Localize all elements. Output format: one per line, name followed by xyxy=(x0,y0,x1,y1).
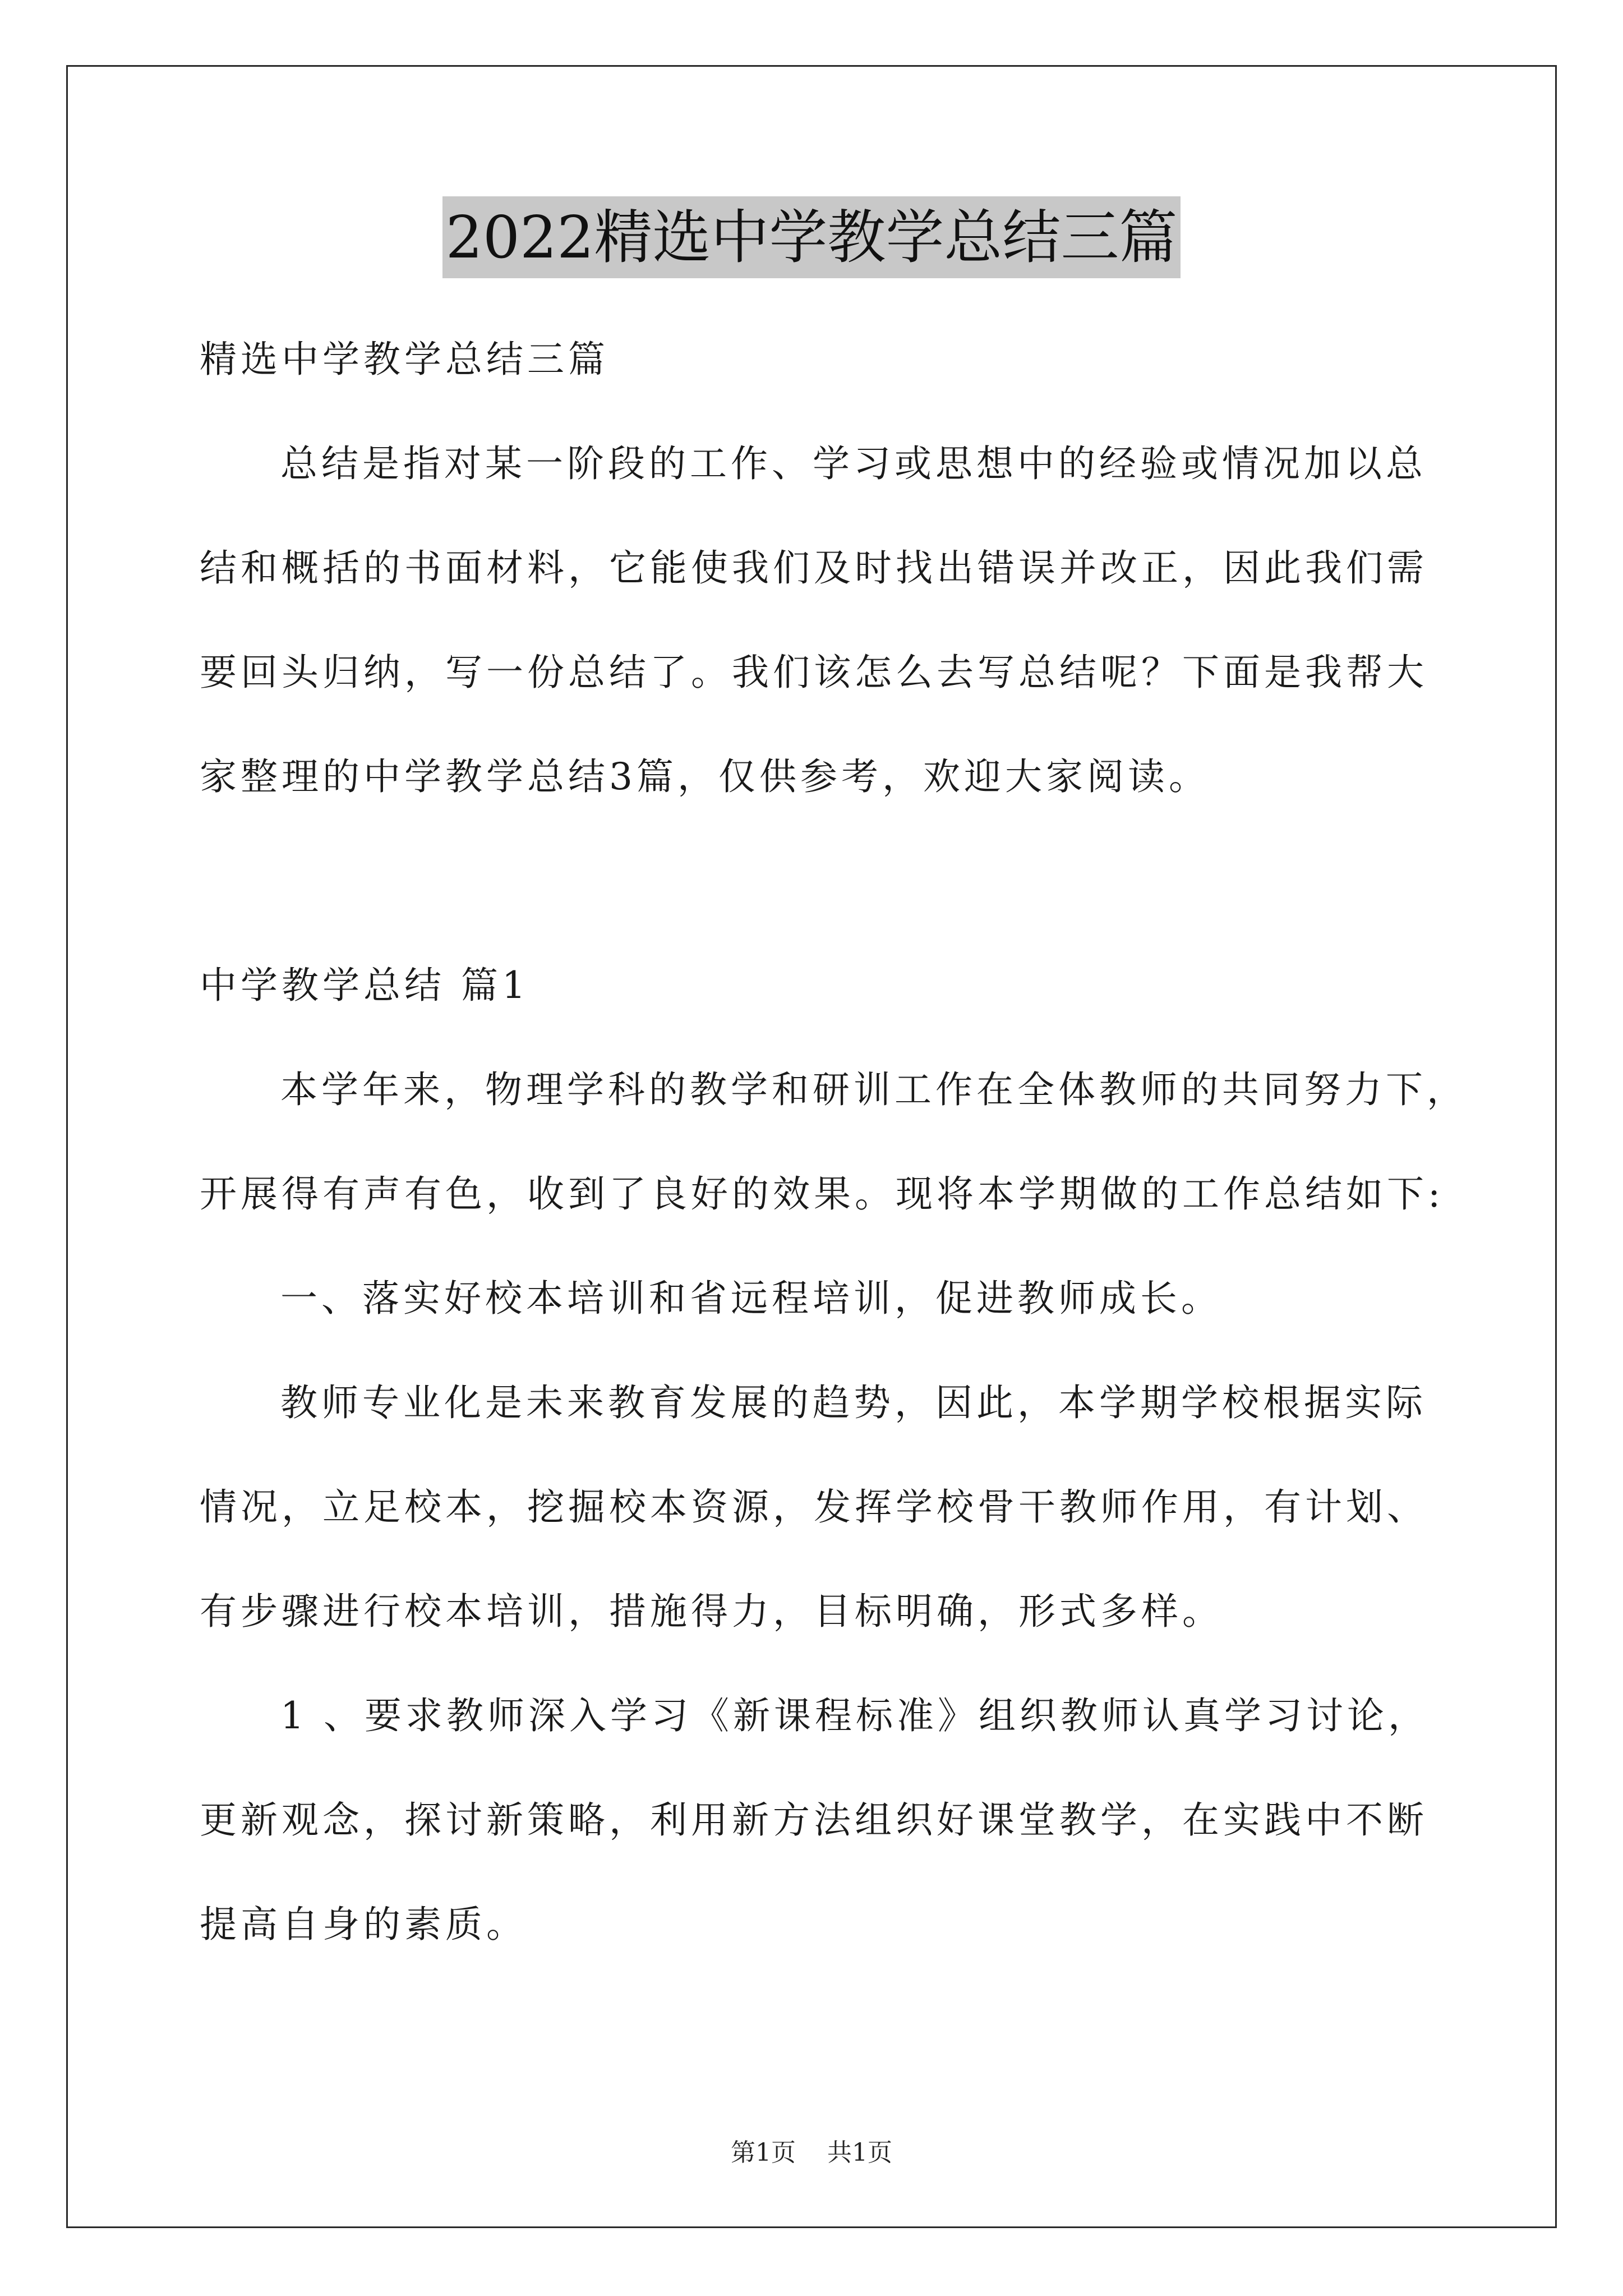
list-item-line: 1 、要求教师深入学习《新课程标准》组织教师认真学习讨论， xyxy=(280,1694,1429,1737)
subtitle-line: 精选中学教学总结三篇 xyxy=(200,338,609,381)
paragraph-line: 更新观念，探讨新策略，利用新方法组织好课堂教学，在实践中不断 xyxy=(200,1798,1428,1842)
section-heading: 中学教学总结 篇1 xyxy=(200,964,529,1007)
page-footer xyxy=(0,2136,1623,2170)
document-body xyxy=(200,307,1468,1977)
page-number-total: 共1页 xyxy=(827,2138,892,2167)
paragraph-line: 情况，立足校本，挖掘校本资源，发挥学校骨干教师作用，有计划、 xyxy=(200,1485,1428,1529)
paragraph-line: 教师专业化是未来教育发展的趋势，因此，本学期学校根据实际 xyxy=(280,1381,1427,1424)
paragraph-line: 有步骤进行校本培训，措施得力，目标明确，形式多样。 xyxy=(200,1590,1223,1633)
intro-paragraph-line: 结和概括的书面材料，它能使我们及时找出错误并改正，因此我们需 xyxy=(200,546,1428,590)
page-number-current: 第1页 xyxy=(731,2138,796,2167)
document-title: 2022精选中学教学总结三篇 xyxy=(442,196,1181,278)
title-container xyxy=(0,196,1623,278)
paragraph-line: 本学年来，物理学科的教学和研训工作在全体教师的共同努力下， xyxy=(280,1068,1468,1111)
subheading-line: 一、落实好校本培训和省远程培训，促进教师成长。 xyxy=(280,1277,1222,1320)
blank-line xyxy=(200,829,1461,933)
intro-paragraph-line: 总结是指对某一阶段的工作、学习或思想中的经验或情况加以总 xyxy=(280,442,1427,485)
intro-paragraph-line: 家整理的中学教学总结3篇，仅供参考，欢迎大家阅读。 xyxy=(200,755,1210,798)
intro-paragraph-line: 要回头归纳，写一份总结了。我们该怎么去写总结呢？下面是我帮大 xyxy=(200,651,1428,694)
paragraph-line: 提高自身的素质。 xyxy=(200,1903,527,1946)
paragraph-line: 开展得有声有色，收到了良好的效果。现将本学期做的工作总结如下: xyxy=(200,1172,1445,1216)
